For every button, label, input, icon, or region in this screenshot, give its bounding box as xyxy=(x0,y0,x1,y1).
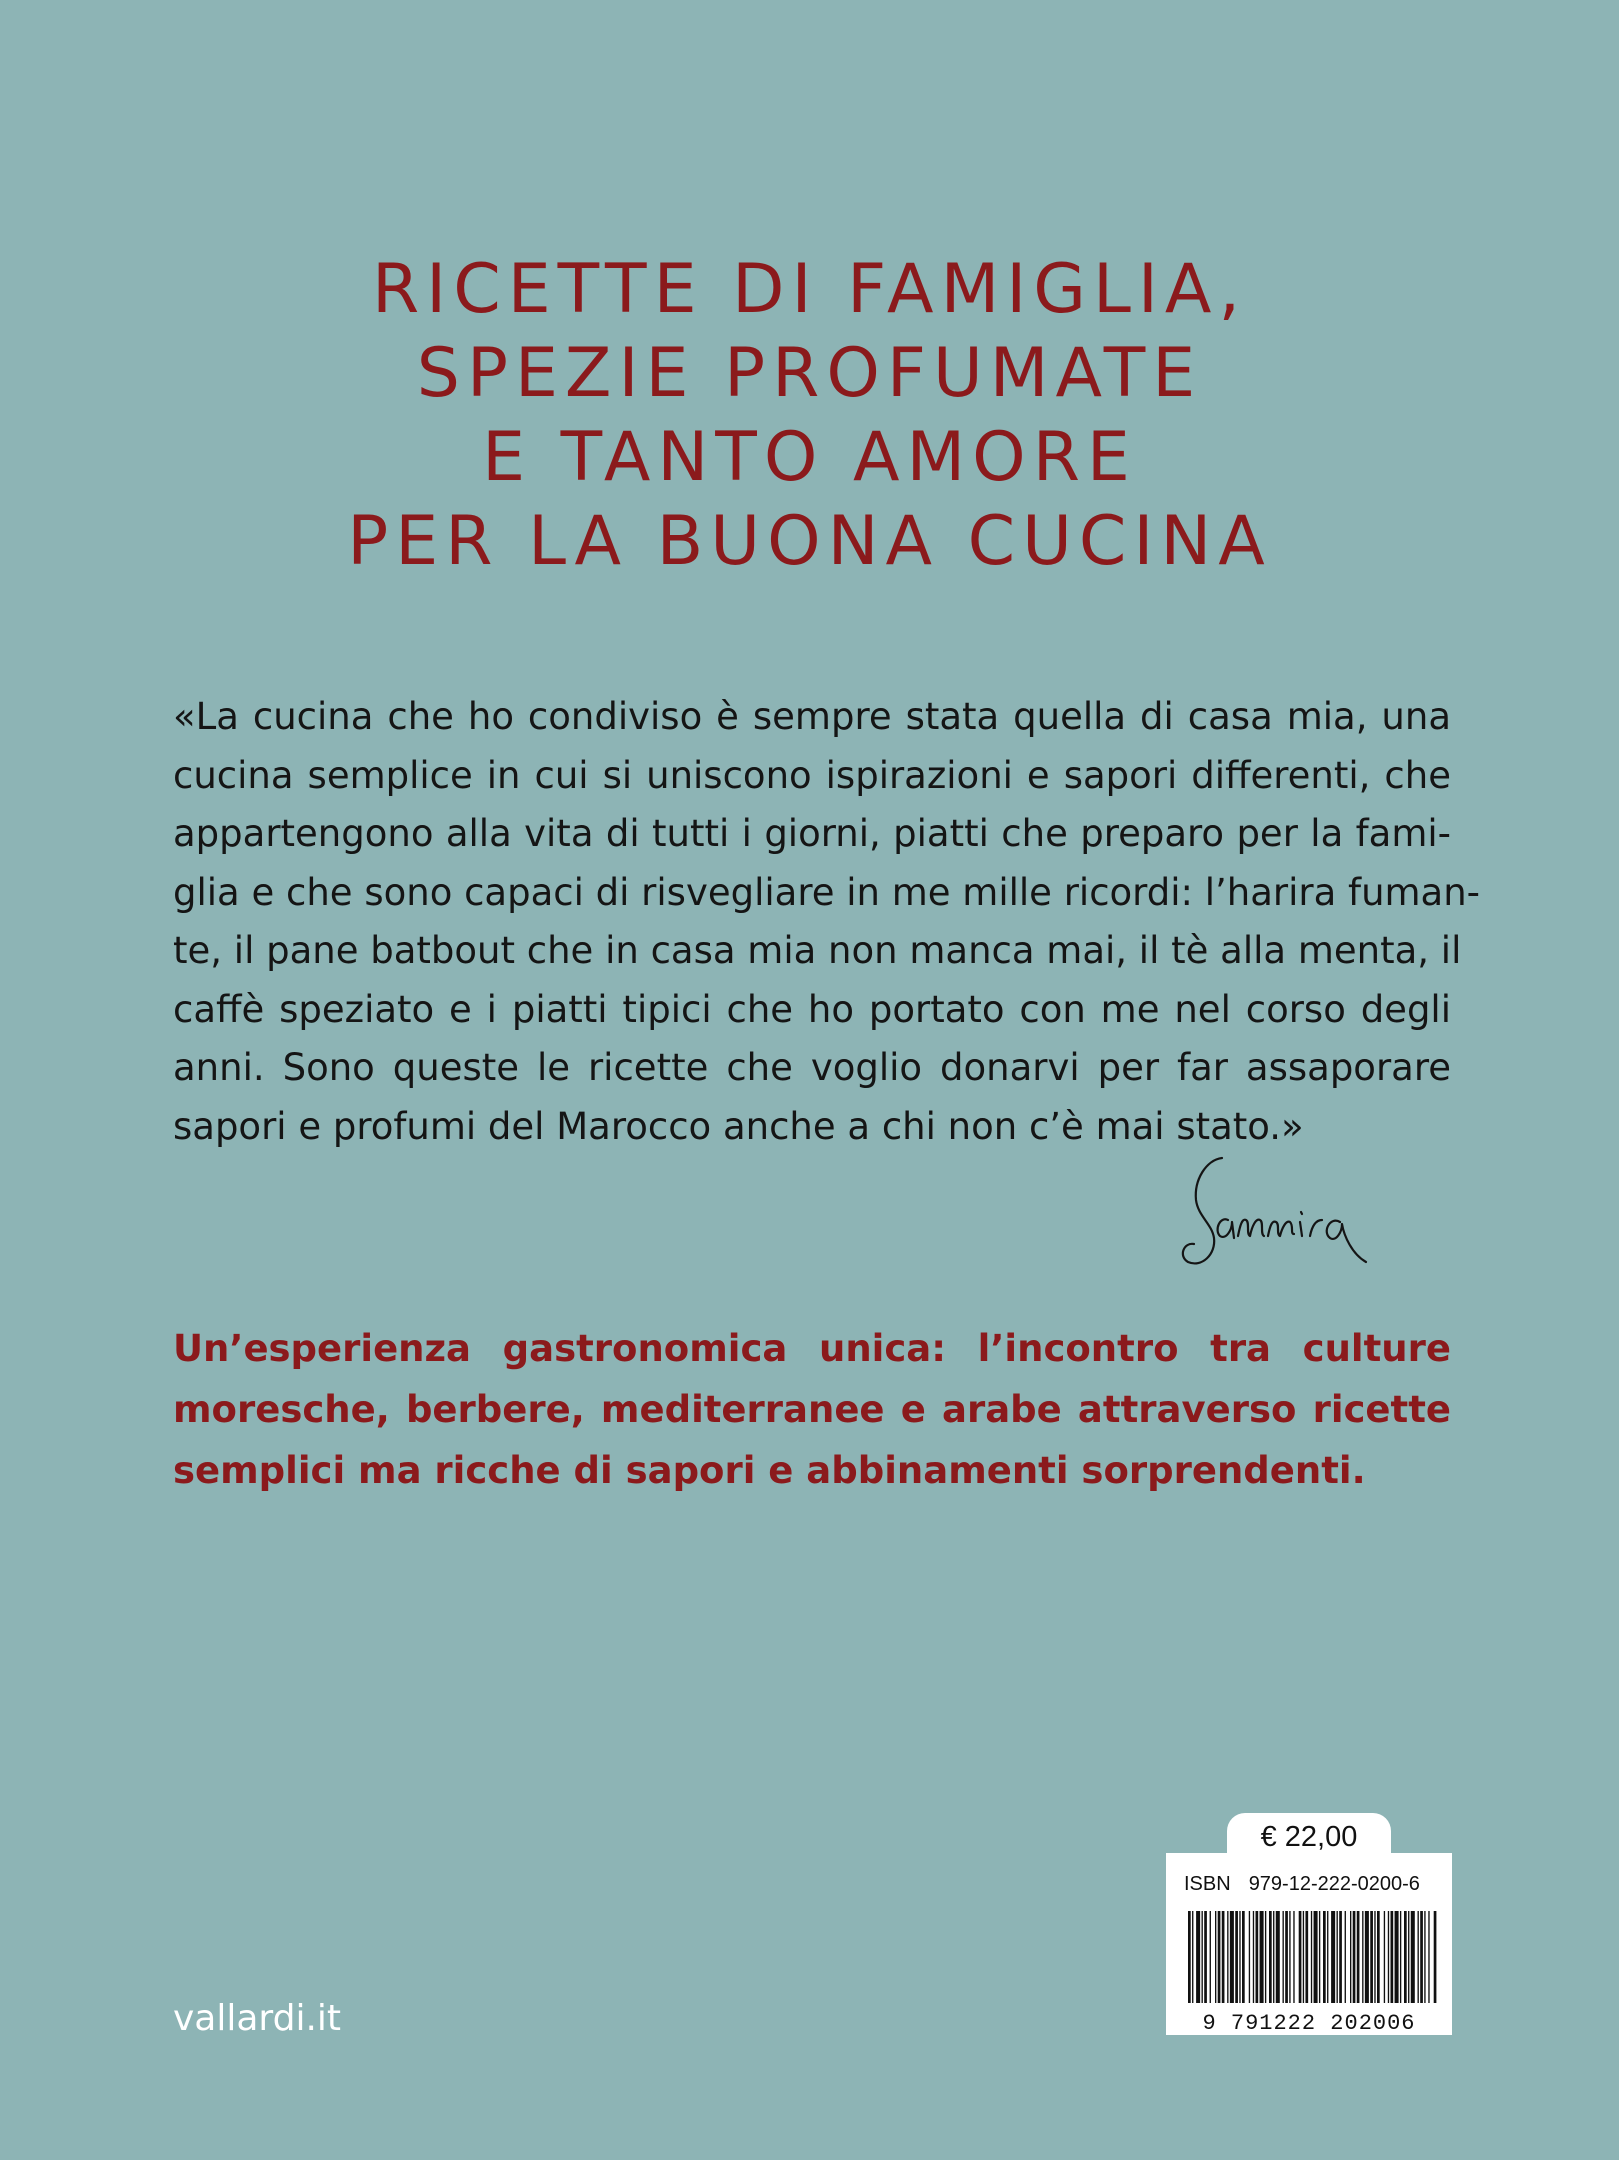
quote-line: «La cucina che ho condiviso è sempre stata quella di casa mia, una xyxy=(173,695,1451,738)
barcode-bar xyxy=(1411,1911,1415,2003)
barcode-bar xyxy=(1404,1911,1407,2003)
barcode-bar xyxy=(1434,1911,1437,2003)
barcode-bar xyxy=(1337,1911,1338,2003)
barcode-bar xyxy=(1265,1911,1266,2003)
barcode-bar xyxy=(1384,1911,1385,2003)
barcode-bar xyxy=(1357,1911,1360,2003)
barcode-bar xyxy=(1230,1911,1234,2003)
barcode-bar xyxy=(1400,1911,1401,2003)
barcode-bar xyxy=(1249,1911,1250,2003)
barcode-bar xyxy=(1202,1911,1203,2003)
barcode-bar xyxy=(1215,1911,1216,2003)
barcode-bar xyxy=(1218,1911,1221,2003)
barcode-bar xyxy=(1188,1911,1191,2003)
barcode-bar xyxy=(1391,1911,1394,2003)
publisher-website[interactable]: vallardi.it xyxy=(173,1998,342,2039)
quote-line: caffè speziato e i piatti tipici che ho portato con me nel corso degli xyxy=(173,987,1451,1031)
author-quote xyxy=(173,688,1481,1156)
tagline-line: semplici ma ricche di sapori e abbinamenti sorprendenti. xyxy=(173,1449,1366,1492)
barcode-bar xyxy=(1323,1911,1326,2003)
barcode-bar xyxy=(1408,1911,1409,2003)
barcode-bar xyxy=(1339,1911,1342,2003)
barcode-bar xyxy=(1327,1911,1328,2003)
barcode-bar xyxy=(1345,1911,1346,2003)
barcode-bar xyxy=(1319,1911,1320,2003)
barcode-bar xyxy=(1239,1911,1240,2003)
price-tag: € 22,00 xyxy=(1227,1813,1391,1855)
headline-line: PER LA BUONA CUCINA xyxy=(347,502,1272,581)
quote-line: glia e che sono capaci di risvegliare in me mille ricordi: l’harira fuman- xyxy=(173,870,1481,914)
barcode-bar xyxy=(1303,1911,1304,2003)
barcode-bar xyxy=(1377,1911,1380,2003)
quote-line: cucina semplice in cui si uniscono ispirazioni e sapori differenti, che xyxy=(173,753,1451,797)
tagline xyxy=(173,1318,1451,1501)
barcode-bar xyxy=(1196,1911,1200,2003)
barcode-bar xyxy=(1276,1911,1280,2003)
barcode-bar xyxy=(1210,1911,1211,2003)
barcode-bar xyxy=(1362,1911,1363,2003)
barcode-bar xyxy=(1388,1911,1389,2003)
barcode-bar xyxy=(1365,1911,1369,2003)
barcode-bar xyxy=(1192,1911,1193,2003)
isbn-label: ISBN xyxy=(1184,1873,1231,1895)
barcode-bar xyxy=(1227,1911,1228,2003)
headline-line: E TANTO AMORE xyxy=(482,418,1137,497)
barcode-bar xyxy=(1253,1911,1254,2003)
tagline-line: moresche, berbere, mediterranee e arabe attraverso ricette xyxy=(173,1388,1451,1431)
barcode-box xyxy=(1166,1853,1452,2035)
barcode-bar xyxy=(1418,1911,1419,2003)
barcode-bar xyxy=(1305,1911,1308,2003)
barcode-bar xyxy=(1424,1911,1425,2003)
barcode-bar xyxy=(1222,1911,1225,2003)
barcode-bar xyxy=(1235,1911,1238,2003)
headline-line: SPEZIE PROFUMATE xyxy=(416,334,1203,413)
barcode-bar xyxy=(1395,1911,1399,2003)
barcode-bar xyxy=(1350,1911,1351,2003)
barcode xyxy=(1166,1905,1452,2035)
barcode-bar xyxy=(1273,1911,1274,2003)
barcode-bar xyxy=(1428,1911,1429,2003)
barcode-bar xyxy=(1260,1911,1264,2003)
headline-line: RICETTE DI FAMIGLIA, xyxy=(371,250,1248,329)
quote-line: sapori e profumi del Marocco anche a chi non c’è mai stato.» xyxy=(173,1104,1304,1148)
barcode-bar xyxy=(1331,1911,1335,2003)
barcode-bar xyxy=(1420,1911,1423,2003)
barcode-bar xyxy=(1311,1911,1312,2003)
barcode-bar xyxy=(1269,1911,1272,2003)
barcode-bar xyxy=(1353,1911,1356,2003)
barcode-bar xyxy=(1374,1911,1375,2003)
barcode-digits: 9 791222 202006 xyxy=(1202,2011,1416,2035)
barcode-bar xyxy=(1299,1911,1302,2003)
barcode-bar xyxy=(1370,1911,1373,2003)
barcode-bar xyxy=(1256,1911,1259,2003)
isbn-line xyxy=(1184,1873,1420,1896)
barcode-bar xyxy=(1314,1911,1318,2003)
barcode-bar xyxy=(1293,1911,1294,2003)
quote-line: appartengono alla vita di tutti i giorni, piatti che preparo per la fami- xyxy=(173,812,1451,855)
isbn-number: 979-12-222-0200-6 xyxy=(1248,1873,1420,1895)
quote-line: anni. Sono queste le ricette che voglio donarvi per far assaporare xyxy=(173,1046,1451,1089)
tagline-line: Un’esperienza gastronomica unica: l’incontro tra culture xyxy=(173,1327,1451,1370)
barcode-bar xyxy=(1285,1911,1288,2003)
barcode-bar xyxy=(1242,1911,1245,2003)
barcode-bar xyxy=(1204,1911,1207,2003)
quote-line: te, il pane batbout che in casa mia non manca mai, il tè alla menta, il xyxy=(173,929,1462,972)
barcode-bar xyxy=(1289,1911,1290,2003)
headline xyxy=(0,248,1619,584)
signature-image xyxy=(1170,1150,1390,1280)
barcode-bar xyxy=(1283,1911,1284,2003)
